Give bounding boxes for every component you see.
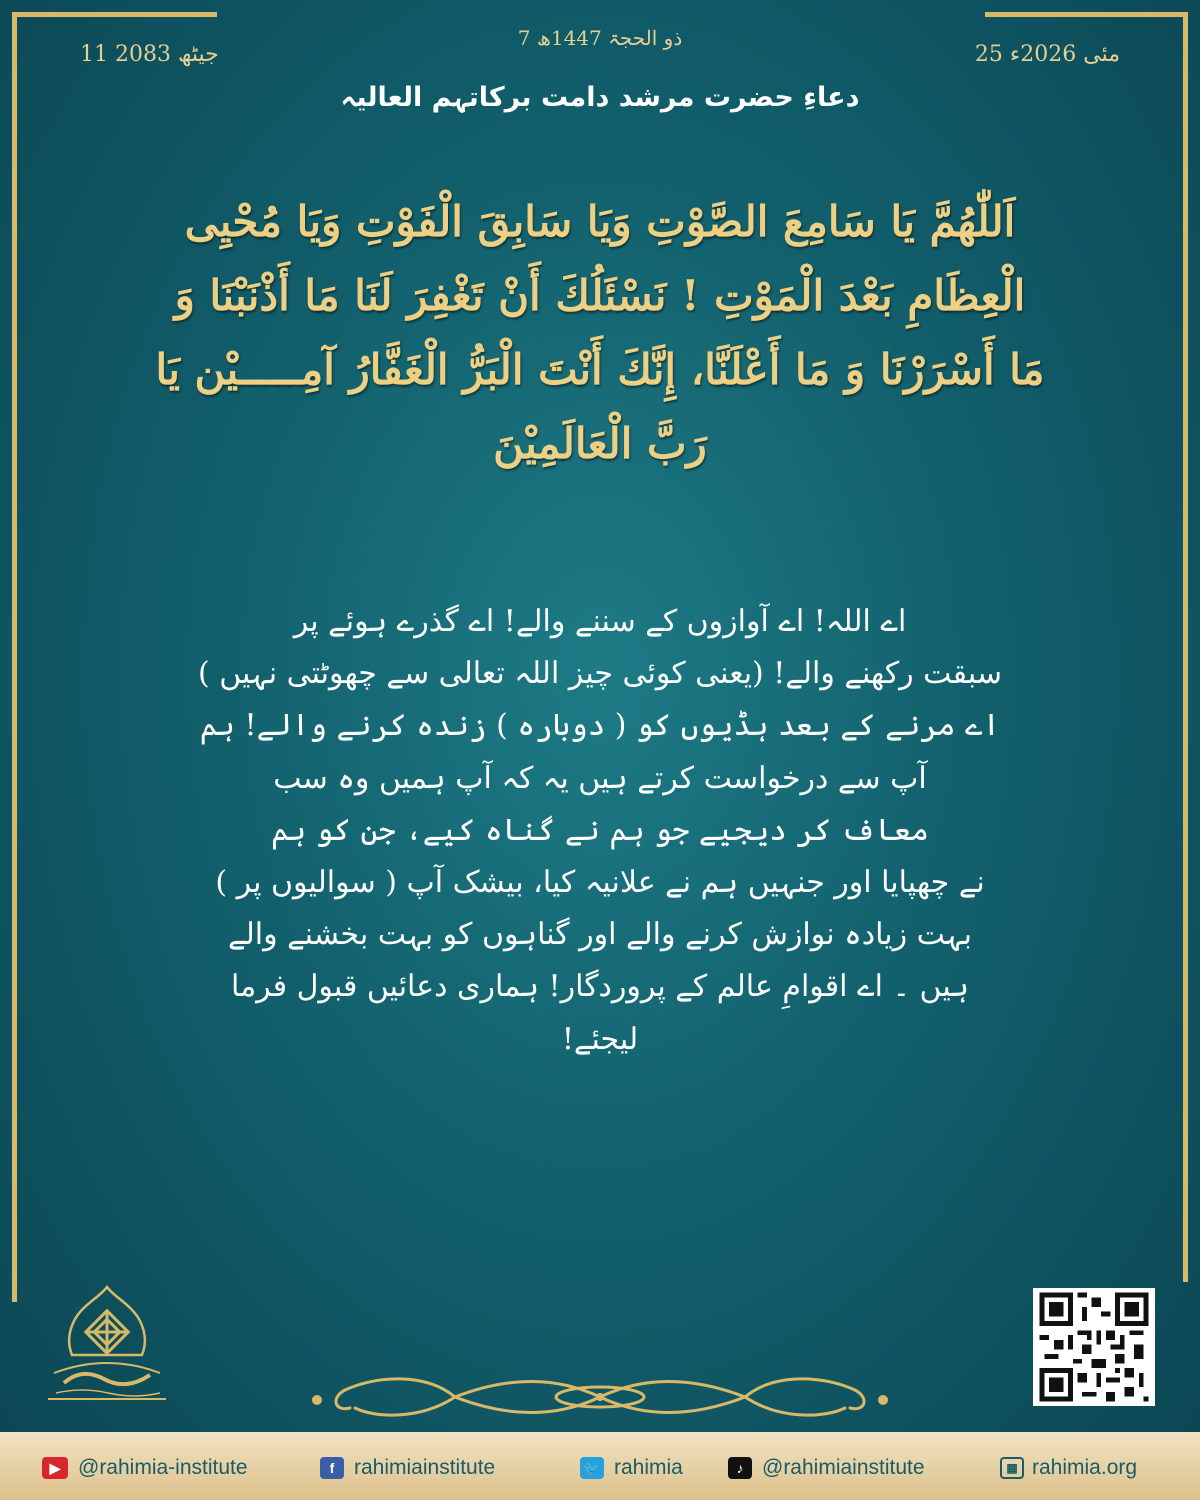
tiktok-icon: ♪ <box>728 1457 752 1479</box>
urdu-translation-line: لیجئے! <box>561 1021 639 1057</box>
youtube-handle: @rahimia-institute <box>78 1456 248 1479</box>
arabic-dua <box>100 185 1100 481</box>
facebook-handle: rahimiainstitute <box>354 1456 496 1479</box>
urdu-translation-line: اے مرنے کے بعد ہڈیوں کو ( دوبارہ ) زندہ کرنے والے! ہم <box>199 708 1001 744</box>
frame-top-right <box>985 12 1188 17</box>
tiktok-link[interactable] <box>728 1456 925 1480</box>
arabic-dua-line: الْعِظَامِ بَعْدَ الْمَوْتِ ! نَسْئَلُكَ أَنْ تَغْفِرَ لَنَا مَا أَذْنَبْنَا وَ <box>174 271 1026 320</box>
hijri-date: 7 ذو الحجۃ 1447ھ <box>517 26 683 50</box>
urdu-translation-line: بہت زیادہ نوازش کرنے والے اور گناہوں کو بہت بخشنے والے <box>228 917 972 953</box>
website-icon: ▦ <box>1000 1457 1024 1479</box>
urdu-translation-line: نے چھپایا اور جنہیں ہم نے علانیہ کیا، بیشک آپ ( سوالیوں پر ) <box>215 865 985 901</box>
youtube-icon: ▶ <box>42 1457 68 1479</box>
ornament-divider <box>305 1368 895 1426</box>
tiktok-handle: @rahimiainstitute <box>762 1456 925 1479</box>
bikrami-date: 11 جیٹھ 2083 <box>80 42 219 67</box>
qr-code-icon[interactable] <box>1033 1288 1155 1406</box>
twitter-link[interactable] <box>580 1456 683 1480</box>
urdu-translation-line: اے اللہ! اے آوازوں کے سننے والے! اے گذرے ہوئے پر <box>293 604 907 639</box>
facebook-link[interactable] <box>320 1456 495 1480</box>
arabic-dua-line: اَللّٰھُمَّ یَا سَامِعَ الصَّوْتِ وَیَا سَابِقَ الْفَوْتِ وَیَا مُحْیِی <box>184 197 1016 246</box>
arabic-dua-line: رَبَّ الْعَالَمِیْنَ <box>493 419 707 468</box>
urdu-translation-line: ہیں ۔ اے اقوامِ عالم کے پروردگار! ہماری دعائیں قبول فرما <box>230 969 970 1005</box>
frame-right <box>1183 12 1188 1282</box>
urdu-translation <box>170 596 1030 1066</box>
page-title: دعاءِ حضرت مرشد دامت برکاتہم العالیہ <box>340 82 860 113</box>
facebook-icon: f <box>320 1457 344 1479</box>
social-footer <box>0 1432 1200 1500</box>
frame-top-left <box>12 12 217 17</box>
arabic-dua-line: مَا أَسْرَرْنَا وَ مَا أَعْلَنَّا، إِنَّكَ أَنْتَ الْبَرُّ الْغَفَّارُ آمِـــــیْن یَا <box>155 345 1045 394</box>
twitter-handle: rahimia <box>614 1456 683 1479</box>
youtube-link[interactable] <box>42 1456 248 1480</box>
gregorian-date: 25 مئی 2026ء <box>974 42 1120 67</box>
frame-left <box>12 12 17 1302</box>
rahimia-logo-icon <box>42 1283 172 1408</box>
website-link[interactable] <box>1000 1456 1137 1480</box>
urdu-translation-line: سبقت رکھنے والے! (یعنی کوئی چیز اللہ تعالی سے چھوٹتی نہیں ) <box>197 656 1003 692</box>
twitter-icon: 🐦 <box>580 1457 604 1479</box>
website-url: rahimia.org <box>1032 1456 1138 1479</box>
urdu-translation-line: معاف کر دیجیے جو ہم نے گناہ کیے، جن کو ہم <box>271 812 929 848</box>
urdu-translation-line: آپ سے درخواست کرتے ہیں یہ کہ آپ ہمیں وہ سب <box>273 760 927 796</box>
